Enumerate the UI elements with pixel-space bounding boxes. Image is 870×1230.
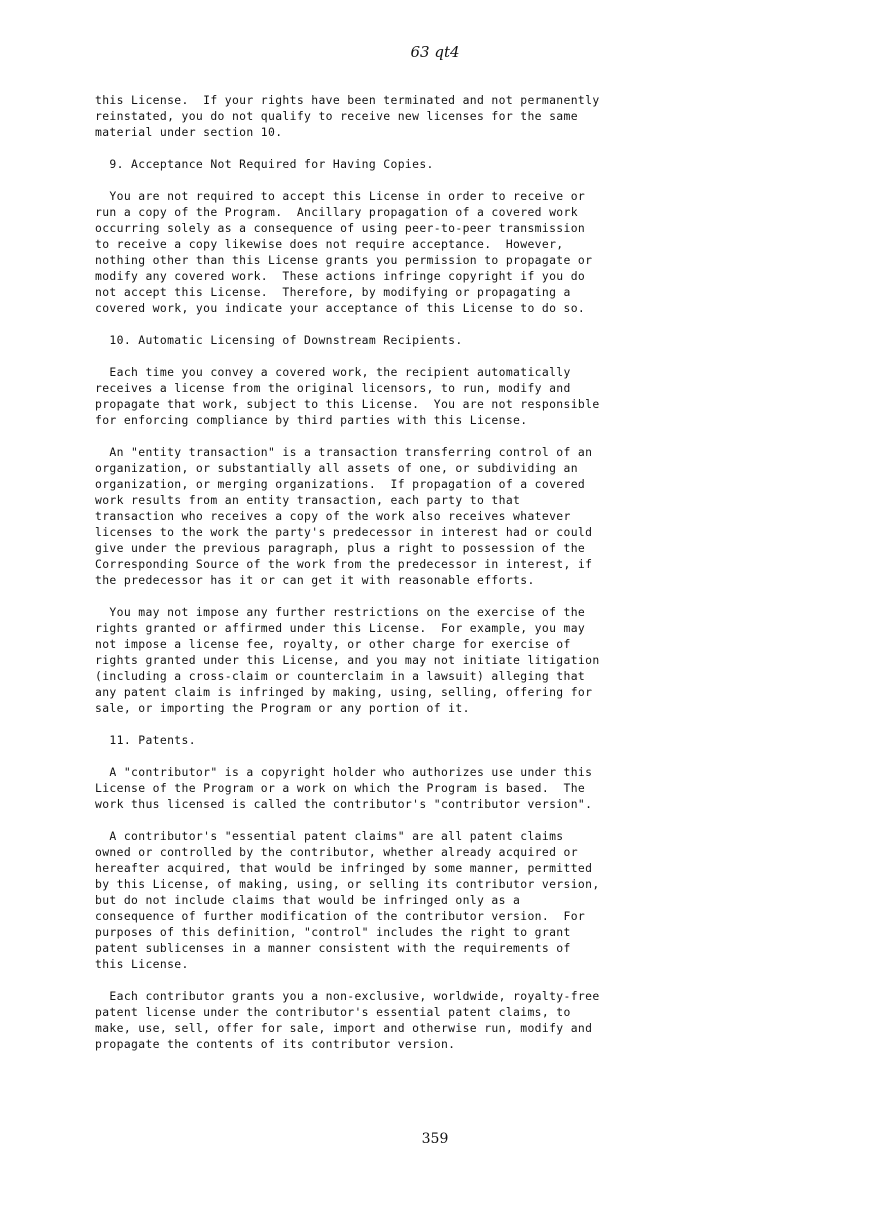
license-text xyxy=(95,92,795,1052)
section-heading-10: 10. Automatic Licensing of Downstream Recipients. xyxy=(95,333,463,347)
page-number: 359 xyxy=(421,1131,449,1147)
paragraph-no-further-restrictions: You may not impose any further restrictions on the exercise of the rights granted or affirmed under this License. For example, you may not impose a license fee, royalty, or other charge for exercise of rights granted under this License, and you may not initiate litigation (including a cross-claim or counterclaim in a lawsuit) alleging that any patent claim is infringed by making, using, selling, offering for sale, or importing the Program or any portion of it. xyxy=(95,605,600,715)
paragraph-entity-transaction: An "entity transaction" is a transaction transferring control of an organization, or substantially all assets of one, or subdividing an organization, or merging organizations. If propagation of a covered work results from an entity transaction, each party to that transaction who receives a copy of the work also receives whatever licenses to the work the party's predecessor in interest had or could give under the previous paragraph, plus a right to possession of the Corresponding Source of the work from the predecessor in interest, if the predecessor has it or can get it with reasonable efforts. xyxy=(95,445,593,587)
section-heading-11: 11. Patents. xyxy=(95,733,196,747)
paragraph-termination-end: this License. If your rights have been terminated and not permanently reinstated, you do not qualify to receive new licenses for the same material under section 10. xyxy=(95,93,600,139)
running-header: 63 qt4 xyxy=(410,43,460,61)
paragraph-automatic-licensing: Each time you convey a covered work, the recipient automatically receives a license from the original licensors, to run, modify and propagate that work, subject to this License. You are not responsible for enforcing compliance by third parties with this License. xyxy=(95,365,600,427)
paragraph-contributor-definition: A "contributor" is a copyright holder who authorizes use under this License of the Program or a work on which the Program is based. The work thus licensed is called the contributor's "contributor version". xyxy=(95,765,593,811)
paragraph-patent-grant: Each contributor grants you a non-exclusive, worldwide, royalty-free patent license under the contributor's essential patent claims, to make, use, sell, offer for sale, import and otherwise run, modify and propagate the contents of its contributor version. xyxy=(95,989,600,1051)
paragraph-acceptance: You are not required to accept this License in order to receive or run a copy of the Program. Ancillary propagation of a covered work occurring solely as a consequence of using peer-to-peer transmission to receive a copy likewise does not require acceptance. However, nothing other than this License grants you permission to propagate or modify any covered work. These actions infringe copyright if you do not accept this License. Therefore, by modifying or propagating a covered work, you indicate your acceptance of this License to do so. xyxy=(95,189,593,315)
paragraph-essential-patent-claims: A contributor's "essential patent claims" are all patent claims owned or controlled by the contributor, whether already acquired or hereafter acquired, that would be infringed by some manner, permitted by this License, of making, using, or selling its contributor version, but do not include claims that would be infringed only as a consequence of further modification of the contributor version. For purposes of this definition, "control" includes the right to grant patent sublicenses in a manner consistent with the requirements of this License. xyxy=(95,829,600,971)
section-heading-9: 9. Acceptance Not Required for Having Copies. xyxy=(95,157,434,171)
